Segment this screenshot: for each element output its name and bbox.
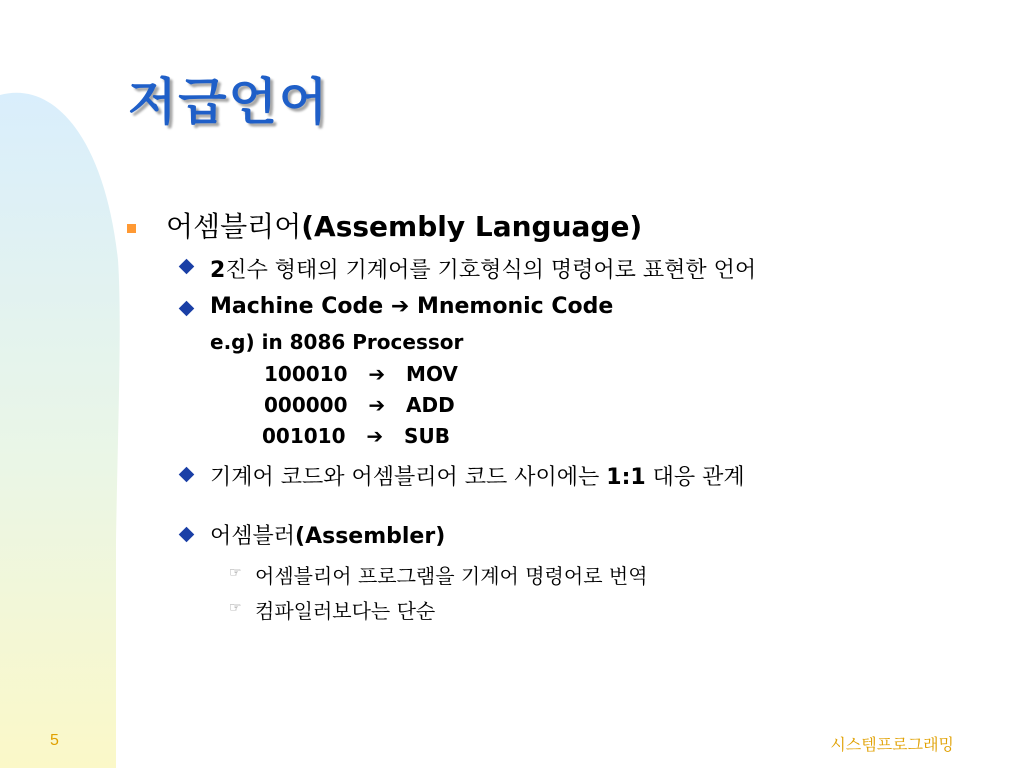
page-number: 5 (50, 732, 59, 749)
example-code: 000000 (264, 393, 348, 417)
pointing-hand-icon: ☞ (229, 600, 242, 616)
sub-bullet-3-text-before: 기계어 코드와 어셈블리어 코드 사이에는 (210, 465, 607, 490)
sub-sub-bullet: 어셈블리어 프로그램을 기계어 명령어로 번역 (255, 564, 648, 588)
sub-bullet-4-prefix: 어셈블러 (210, 524, 296, 549)
sub-bullet-4 (210, 519, 445, 550)
mnemonic-code-label: Mnemonic Code (416, 294, 614, 319)
sub-bullet-2 (210, 294, 613, 319)
square-bullet-icon (127, 224, 136, 233)
decorative-side-gradient (0, 0, 140, 768)
main-bullet-suffix: (Assembly Language) (301, 210, 643, 243)
right-arrow-icon: ➔ (390, 294, 410, 319)
right-arrow-icon: ➔ (368, 362, 386, 386)
footer-course-title: 시스템프로그래밍 (830, 735, 954, 754)
example-code: 001010 (262, 424, 346, 448)
pointing-hand-icon: ☞ (229, 565, 242, 581)
example-row (262, 424, 450, 448)
diamond-bullet-icon (179, 467, 195, 483)
slide-title: 저급언어 (128, 73, 330, 131)
sub-bullet-1-text: 진수 형태의 기계어를 기호형식의 명령어로 표현한 언어 (225, 258, 757, 283)
diamond-bullet-icon (179, 301, 195, 317)
right-arrow-icon: ➔ (368, 393, 386, 417)
sub-bullet-1 (210, 253, 756, 284)
sub-sub-bullet: 컴파일러보다는 단순 (255, 599, 436, 623)
sub-bullet-3 (210, 460, 745, 491)
main-bullet-text (166, 205, 642, 245)
sub-bullet-3-ratio: 1:1 (606, 465, 646, 490)
example-heading: e.g) in 8086 Processor (210, 330, 464, 354)
example-row (264, 393, 455, 417)
example-code: 100010 (264, 362, 348, 386)
right-arrow-icon: ➔ (366, 424, 384, 448)
example-mnemonic: ADD (406, 393, 455, 417)
example-mnemonic: MOV (406, 362, 458, 386)
sub-bullet-1-number: 2 (210, 258, 226, 283)
machine-code-label: Machine Code (210, 294, 384, 319)
example-mnemonic: SUB (404, 424, 450, 448)
sub-bullet-4-suffix: (Assembler) (295, 524, 446, 549)
example-row (264, 362, 458, 386)
diamond-bullet-icon (179, 259, 195, 275)
diamond-bullet-icon (179, 527, 195, 543)
sub-bullet-3-text-after: 대응 관계 (645, 465, 745, 490)
main-bullet-prefix: 어셈블리어 (166, 210, 302, 243)
